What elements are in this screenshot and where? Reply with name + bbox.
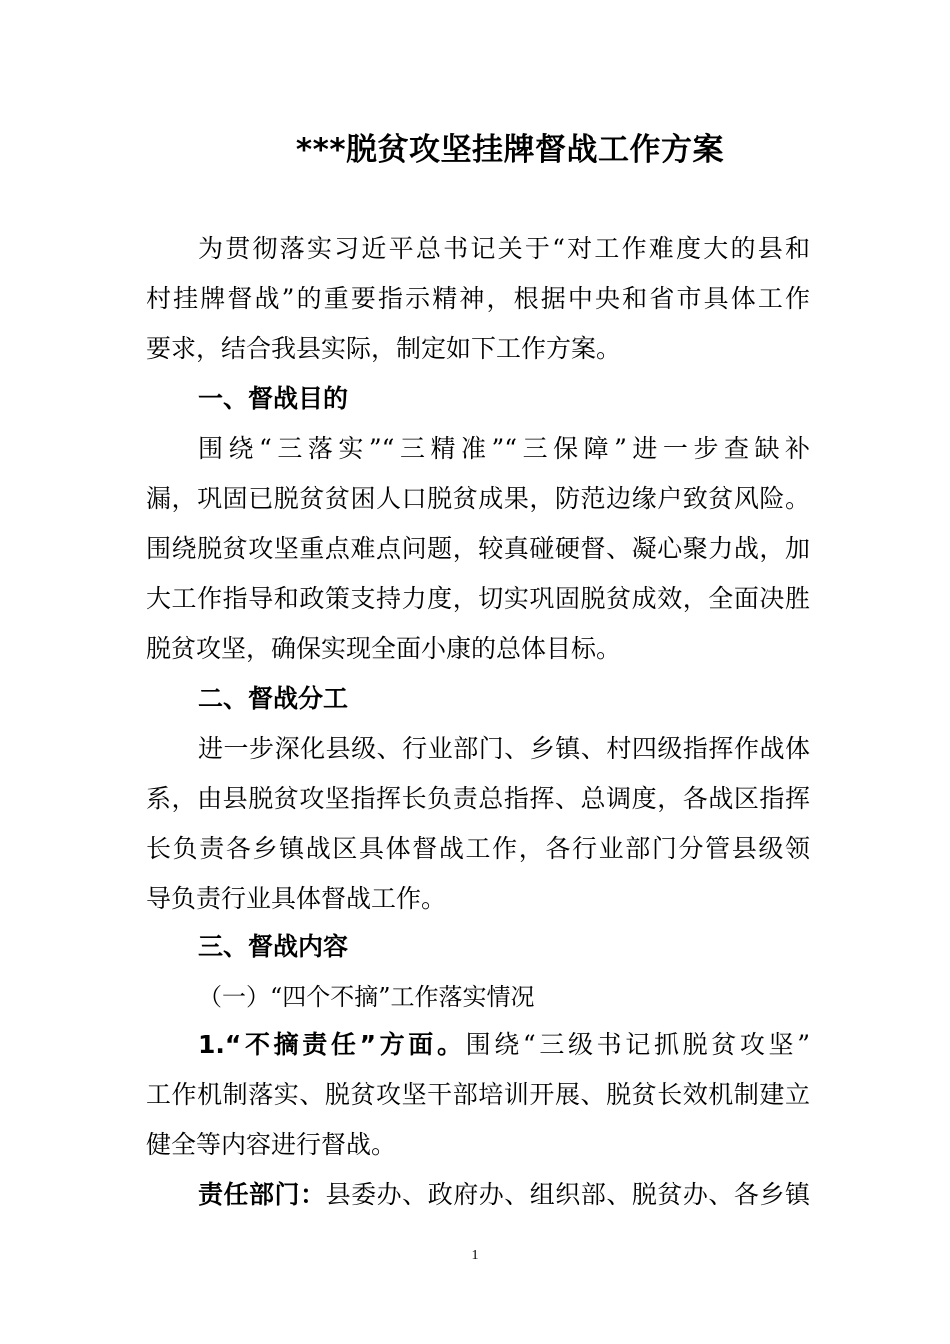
section-3-item-1-line-3: 健全等内容进行督战。 [146, 1130, 397, 1159]
section-1-heading: 一、督战目的 [198, 384, 349, 413]
page-number: 1 [471, 1248, 479, 1263]
section-2-heading: 二、督战分工 [198, 684, 349, 713]
section-1-line-3: 围绕脱贫攻坚重点难点问题，较真碰硬督、凝心聚力战，加 [146, 534, 810, 563]
section-2-line-3: 长负责各乡镇战区具体督战工作，各行业部门分管县级领 [146, 834, 810, 863]
section-3-heading: 三、督战内容 [198, 932, 349, 961]
section-1-line-4: 大工作指导和政策支持力度，切实巩固脱贫成效，全面决胜 [146, 584, 810, 613]
responsible-label: 责任部门： [198, 1180, 326, 1209]
intro-line-3: 要求，结合我县实际，制定如下工作方案。 [146, 334, 622, 363]
section-1-line-2: 漏，巩固已脱贫贫困人口脱贫成果，防范边缘户致贫风险。 [146, 484, 810, 513]
responsible-value: 县委办、政府办、组织部、脱贫办、各乡镇 [325, 1180, 810, 1209]
item-1-lead: 1.“不摘责任”方面。 [198, 1030, 466, 1059]
document-title: ***脱贫攻坚挂牌督战工作方案 [295, 132, 725, 168]
section-3-item-1-line-1 [198, 1020, 810, 1070]
section-3-subheading: （一）“四个不摘”工作落实情况 [198, 983, 535, 1011]
item-1-line-1-text: 围绕“三级书记抓脱贫攻坚” [465, 1030, 810, 1059]
responsible-departments-line [198, 1170, 810, 1220]
intro-line-1: 为贯彻落实习近平总书记关于“对工作难度大的县和 [198, 234, 810, 263]
section-1-line-1: 围绕“三落实”“三精准”“三保障”进一步查缺补 [198, 434, 810, 463]
section-1-line-5: 脱贫攻坚，确保实现全面小康的总体目标。 [146, 634, 622, 663]
section-2-line-4: 导负责行业具体督战工作。 [146, 884, 447, 913]
section-2-line-1: 进一步深化县级、行业部门、乡镇、村四级指挥作战体 [198, 734, 810, 763]
section-2-line-2: 系，由县脱贫攻坚指挥长负责总指挥、总调度，各战区指挥 [146, 784, 810, 813]
section-3-item-1-line-2: 工作机制落实、脱贫攻坚干部培训开展、脱贫长效机制建立 [146, 1080, 810, 1109]
intro-line-2: 村挂牌督战”的重要指示精神，根据中央和省市具体工作 [146, 284, 810, 313]
